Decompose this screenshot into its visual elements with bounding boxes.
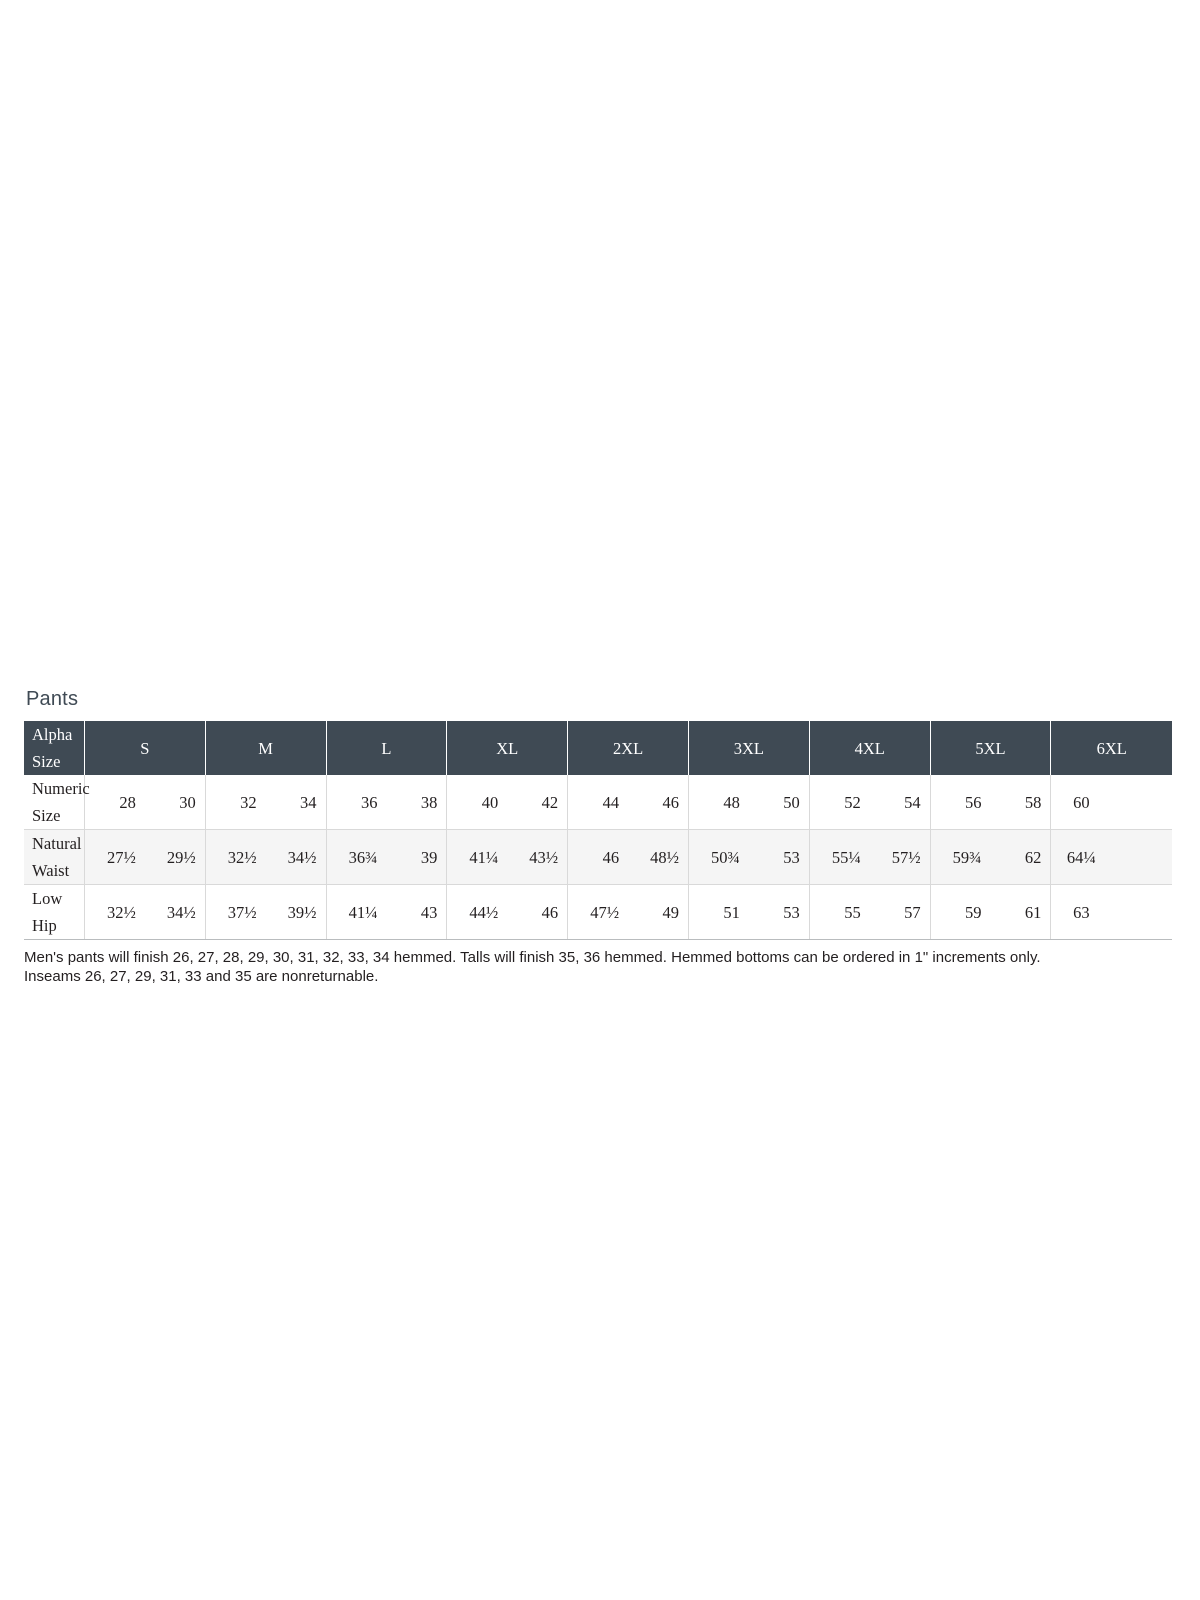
cell: 62: [991, 830, 1051, 885]
cell: 38: [386, 775, 446, 830]
cell: 42: [507, 775, 567, 830]
row-label-natural-waist: Natural Waist: [24, 830, 84, 885]
row-label-low-hip: Low Hip: [24, 885, 84, 940]
chart-footnote: [24, 948, 1164, 986]
cell: 41¼: [447, 830, 507, 885]
cell: 28: [84, 775, 144, 830]
cell: 30: [145, 775, 205, 830]
cell: 52: [809, 775, 869, 830]
cell: 64¼: [1051, 830, 1111, 885]
row-label-numeric-size: Numeric Size: [24, 775, 84, 830]
cell: 53: [749, 885, 809, 940]
cell: 44: [568, 775, 628, 830]
table-row: [24, 775, 1172, 830]
cell: 57½: [870, 830, 930, 885]
cell: 47½: [568, 885, 628, 940]
header-size-s: S: [84, 721, 205, 775]
cell: 60: [1051, 775, 1111, 830]
cell: 59: [930, 885, 990, 940]
cell: 63: [1051, 885, 1111, 940]
cell: 39: [386, 830, 446, 885]
cell: 46: [507, 885, 567, 940]
cell: 27½: [84, 830, 144, 885]
cell: 34: [266, 775, 326, 830]
cell: 55: [809, 885, 869, 940]
header-size-2xl: 2XL: [568, 721, 689, 775]
cell: 44½: [447, 885, 507, 940]
header-size-4xl: 4XL: [809, 721, 930, 775]
cell: 48: [688, 775, 748, 830]
table-row: [24, 885, 1172, 940]
cell: 48½: [628, 830, 688, 885]
cell: 56: [930, 775, 990, 830]
footnote-line-2: Inseams 26, 27, 29, 31, 33 and 35 are nonreturnable.: [24, 968, 379, 985]
header-size-3xl: 3XL: [688, 721, 809, 775]
header-size-5xl: 5XL: [930, 721, 1051, 775]
cell: 54: [870, 775, 930, 830]
cell: 51: [688, 885, 748, 940]
cell: 57: [870, 885, 930, 940]
cell: 37½: [205, 885, 265, 940]
cell: 46: [568, 830, 628, 885]
cell: 36: [326, 775, 386, 830]
cell: 29½: [145, 830, 205, 885]
footnote-line-1: Men's pants will finish 26, 27, 28, 29, 30, 31, 32, 33, 34 hemmed. Talls will finish 35, 36 hemmed. Hemmed bottoms can be ordered in 1" increments only.: [24, 949, 1041, 966]
cell: 40: [447, 775, 507, 830]
cell: [1111, 830, 1172, 885]
table-body: [24, 775, 1172, 940]
page-title: Pants: [26, 688, 79, 710]
table-header-row: [24, 721, 1172, 775]
cell: 58: [991, 775, 1051, 830]
cell: 32½: [84, 885, 144, 940]
cell: 34½: [145, 885, 205, 940]
cell: 49: [628, 885, 688, 940]
cell: 43: [386, 885, 446, 940]
table-row: [24, 830, 1172, 885]
cell: 36¾: [326, 830, 386, 885]
cell: 32½: [205, 830, 265, 885]
header-size-xl: XL: [447, 721, 568, 775]
cell: 41¼: [326, 885, 386, 940]
header-size-m: M: [205, 721, 326, 775]
cell: 34½: [266, 830, 326, 885]
header-size-6xl: 6XL: [1051, 721, 1172, 775]
size-table: [24, 721, 1172, 940]
cell: 59¾: [930, 830, 990, 885]
cell: [1111, 885, 1172, 940]
cell: 46: [628, 775, 688, 830]
cell: 50¾: [688, 830, 748, 885]
cell: 43½: [507, 830, 567, 885]
cell: 61: [991, 885, 1051, 940]
header-alpha-size: Alpha Size: [24, 721, 84, 775]
pants-size-chart: [24, 688, 1176, 986]
cell: 50: [749, 775, 809, 830]
cell: 55¼: [809, 830, 869, 885]
cell: 39½: [266, 885, 326, 940]
cell: 53: [749, 830, 809, 885]
header-size-l: L: [326, 721, 447, 775]
cell: [1111, 775, 1172, 830]
table-header: [24, 721, 1172, 775]
cell: 32: [205, 775, 265, 830]
